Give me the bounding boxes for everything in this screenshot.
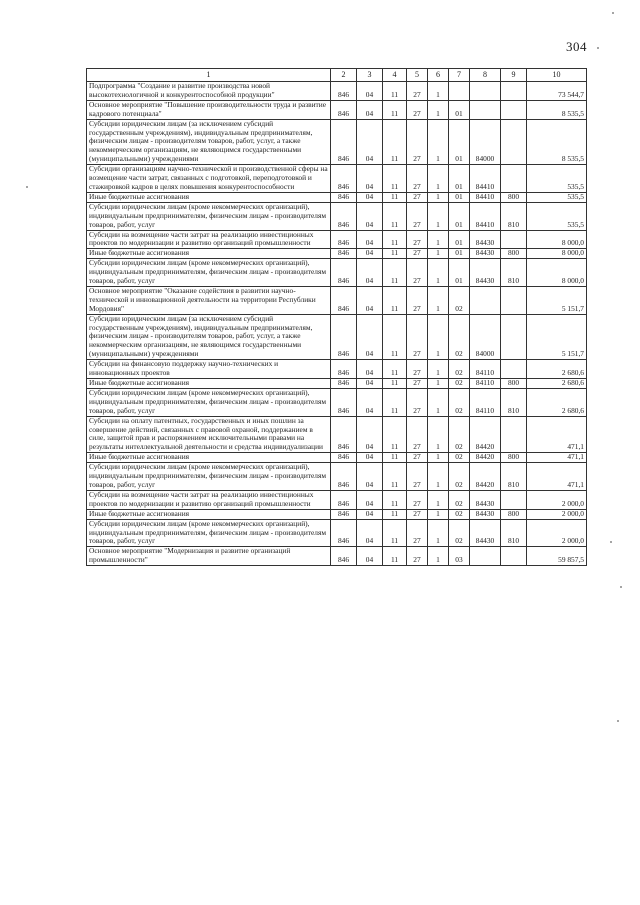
row-name-cell: Иные бюджетные ассигнования [87, 379, 331, 389]
amount-cell: 8 000,0 [527, 249, 587, 259]
row-name-cell: Субсидии юридическим лицам (кроме некоммерческих организаций), индивидуальным предпринимателям, физическим лицам - производителям товаров, работ, услуг [87, 388, 331, 416]
table-row [87, 453, 587, 463]
subsection-cell: 11 [383, 379, 407, 389]
table-row [87, 360, 587, 379]
section-cell: 04 [357, 259, 383, 287]
column-header: 10 [527, 69, 587, 82]
subsection-cell: 11 [383, 547, 407, 566]
row-name-cell: Подпрограмма "Создание и развитие производства новой высокотехнологичной и конкурентоспособной продукции" [87, 82, 331, 101]
subprogram-cell: 1 [428, 249, 449, 259]
scan-speck [612, 12, 614, 14]
row-name-cell: Субсидии юридическим лицам (за исключением субсидий государственным учреждениям), индивидуальным предпринимателям, физическим лицам - производителям товаров, работ, услуг, а также некоммерческим организациям, не являющимся государственными (муниципальными) учреждениями [87, 314, 331, 360]
measure-cell: 02 [449, 379, 470, 389]
amount-cell: 471,1 [527, 416, 587, 453]
expense-type-cell [501, 82, 527, 101]
subprogram-cell: 1 [428, 388, 449, 416]
table-row [87, 463, 587, 491]
table-row [87, 119, 587, 165]
program-cell: 27 [407, 202, 428, 230]
section-cell: 04 [357, 509, 383, 519]
target-item-cell: 84000 [470, 314, 501, 360]
section-cell: 04 [357, 547, 383, 566]
table-row [87, 259, 587, 287]
row-name-cell: Иные бюджетные ассигнования [87, 453, 331, 463]
target-item-cell [470, 100, 501, 119]
section-cell: 04 [357, 360, 383, 379]
target-item-cell: 84430 [470, 509, 501, 519]
table-row [87, 165, 587, 193]
target-item-cell: 84430 [470, 490, 501, 509]
subsection-cell: 11 [383, 388, 407, 416]
column-header: 1 [87, 69, 331, 82]
column-header: 2 [331, 69, 357, 82]
budget-allocation-table [86, 68, 587, 566]
expense-type-cell: 810 [501, 202, 527, 230]
table-row [87, 509, 587, 519]
subsection-cell: 11 [383, 314, 407, 360]
row-name-cell: Иные бюджетные ассигнования [87, 192, 331, 202]
table-row [87, 519, 587, 547]
admin-code-cell: 846 [331, 119, 357, 165]
program-cell: 27 [407, 463, 428, 491]
expense-type-cell: 810 [501, 519, 527, 547]
subsection-cell: 11 [383, 416, 407, 453]
measure-cell: 02 [449, 286, 470, 314]
row-name-cell: Субсидии организациям научно-технической и производственной сферы на возмещение части затрат, связанных с подготовкой, переподготовкой и стажировкой кадров в целях повышения конкурентоспособности [87, 165, 331, 193]
amount-cell: 535,5 [527, 165, 587, 193]
amount-cell: 2 680,6 [527, 388, 587, 416]
scan-speck [617, 720, 619, 722]
expense-type-cell [501, 119, 527, 165]
measure-cell: 02 [449, 314, 470, 360]
row-name-cell: Основное мероприятие "Оказание содействия в развитии научно-технической и инновационной деятельности на территории Республики Мордовия" [87, 286, 331, 314]
target-item-cell: 84410 [470, 165, 501, 193]
row-name-cell: Субсидии юридическим лицам (кроме некоммерческих организаций), индивидуальным предпринимателям, физическим лицам - производителям товаров, работ, услуг [87, 463, 331, 491]
row-name-cell: Основное мероприятие "Повышение производительности труда и развитие кадрового потенциала" [87, 100, 331, 119]
subsection-cell: 11 [383, 286, 407, 314]
subprogram-cell: 1 [428, 100, 449, 119]
section-cell: 04 [357, 519, 383, 547]
subsection-cell: 11 [383, 519, 407, 547]
table-row [87, 388, 587, 416]
section-cell: 04 [357, 82, 383, 101]
amount-cell: 2 680,6 [527, 379, 587, 389]
section-cell: 04 [357, 490, 383, 509]
target-item-cell: 84410 [470, 192, 501, 202]
measure-cell: 02 [449, 463, 470, 491]
target-item-cell: 84430 [470, 230, 501, 249]
subsection-cell: 11 [383, 453, 407, 463]
target-item-cell: 84430 [470, 249, 501, 259]
expense-type-cell: 800 [501, 453, 527, 463]
target-item-cell: 84110 [470, 388, 501, 416]
row-name-cell: Основное мероприятие "Модернизация и развитие организаций промышленности" [87, 547, 331, 566]
program-cell: 27 [407, 82, 428, 101]
expense-type-cell: 800 [501, 379, 527, 389]
measure-cell: 01 [449, 202, 470, 230]
admin-code-cell: 846 [331, 314, 357, 360]
amount-cell: 5 151,7 [527, 286, 587, 314]
subprogram-cell: 1 [428, 519, 449, 547]
measure-cell: 01 [449, 119, 470, 165]
admin-code-cell: 846 [331, 509, 357, 519]
subsection-cell: 11 [383, 249, 407, 259]
subsection-cell: 11 [383, 509, 407, 519]
column-header: 4 [383, 69, 407, 82]
expense-type-cell [501, 416, 527, 453]
admin-code-cell: 846 [331, 165, 357, 193]
measure-cell: 01 [449, 100, 470, 119]
section-cell: 04 [357, 388, 383, 416]
table-row [87, 249, 587, 259]
subprogram-cell: 1 [428, 453, 449, 463]
target-item-cell: 84000 [470, 119, 501, 165]
measure-cell: 01 [449, 165, 470, 193]
subsection-cell: 11 [383, 202, 407, 230]
scan-speck [26, 186, 28, 188]
row-name-cell: Субсидии на оплату патентных, государственных и иных пошлин за совершение действий, связанных с правовой охраной, поддержанием в силе, защитой прав и распоряжением исключительными правами на результаты интеллектуальной деятельности и средства индивидуализации [87, 416, 331, 453]
measure-cell: 02 [449, 360, 470, 379]
column-header: 9 [501, 69, 527, 82]
subprogram-cell: 1 [428, 202, 449, 230]
section-cell: 04 [357, 286, 383, 314]
subsection-cell: 11 [383, 119, 407, 165]
admin-code-cell: 846 [331, 202, 357, 230]
table-header-row [87, 69, 587, 82]
row-name-cell: Субсидии на финансовую поддержку научно-технических и инновационных проектов [87, 360, 331, 379]
amount-cell: 535,5 [527, 202, 587, 230]
target-item-cell: 84420 [470, 416, 501, 453]
subprogram-cell: 1 [428, 165, 449, 193]
expense-type-cell: 800 [501, 249, 527, 259]
admin-code-cell: 846 [331, 192, 357, 202]
table-row [87, 230, 587, 249]
column-header: 6 [428, 69, 449, 82]
target-item-cell: 84410 [470, 202, 501, 230]
amount-cell: 2 000,0 [527, 490, 587, 509]
target-item-cell [470, 286, 501, 314]
expense-type-cell [501, 490, 527, 509]
subprogram-cell: 1 [428, 230, 449, 249]
column-header: 3 [357, 69, 383, 82]
expense-type-cell [501, 230, 527, 249]
measure-cell: 01 [449, 192, 470, 202]
target-item-cell: 84420 [470, 463, 501, 491]
section-cell: 04 [357, 192, 383, 202]
subprogram-cell: 1 [428, 286, 449, 314]
row-name-cell: Субсидии юридическим лицам (за исключением субсидий государственным учреждениям), индивидуальным предпринимателям, физическим лицам - производителям товаров, работ, услуг, а также некоммерческим организациям, не являющимся государственными (муниципальными) учреждениями [87, 119, 331, 165]
section-cell: 04 [357, 314, 383, 360]
section-cell: 04 [357, 453, 383, 463]
admin-code-cell: 846 [331, 463, 357, 491]
table-row [87, 82, 587, 101]
admin-code-cell: 846 [331, 416, 357, 453]
program-cell: 27 [407, 192, 428, 202]
expense-type-cell [501, 165, 527, 193]
row-name-cell: Субсидии юридическим лицам (кроме некоммерческих организаций), индивидуальным предпринимателям, физическим лицам - производителям товаров, работ, услуг [87, 202, 331, 230]
program-cell: 27 [407, 259, 428, 287]
measure-cell: 02 [449, 519, 470, 547]
program-cell: 27 [407, 547, 428, 566]
table-row [87, 202, 587, 230]
measure-cell [449, 82, 470, 101]
table-row [87, 547, 587, 566]
subprogram-cell: 1 [428, 314, 449, 360]
measure-cell: 01 [449, 249, 470, 259]
subprogram-cell: 1 [428, 360, 449, 379]
subprogram-cell: 1 [428, 379, 449, 389]
program-cell: 27 [407, 509, 428, 519]
admin-code-cell: 846 [331, 100, 357, 119]
amount-cell: 59 857,5 [527, 547, 587, 566]
amount-cell: 471,1 [527, 463, 587, 491]
target-item-cell: 84110 [470, 360, 501, 379]
expense-type-cell [501, 286, 527, 314]
subprogram-cell: 1 [428, 463, 449, 491]
row-name-cell: Иные бюджетные ассигнования [87, 509, 331, 519]
page-number: 304 [566, 39, 587, 54]
expense-type-cell [501, 547, 527, 566]
expense-type-cell [501, 100, 527, 119]
section-cell: 04 [357, 202, 383, 230]
admin-code-cell: 846 [331, 230, 357, 249]
expense-type-cell: 810 [501, 388, 527, 416]
admin-code-cell: 846 [331, 388, 357, 416]
expense-type-cell [501, 314, 527, 360]
subsection-cell: 11 [383, 490, 407, 509]
measure-cell: 01 [449, 230, 470, 249]
table-row [87, 314, 587, 360]
subprogram-cell: 1 [428, 416, 449, 453]
scan-speck [610, 541, 612, 543]
section-cell: 04 [357, 100, 383, 119]
admin-code-cell: 846 [331, 286, 357, 314]
program-cell: 27 [407, 453, 428, 463]
admin-code-cell: 846 [331, 360, 357, 379]
measure-cell: 03 [449, 547, 470, 566]
admin-code-cell: 846 [331, 259, 357, 287]
amount-cell: 8 535,5 [527, 100, 587, 119]
expense-type-cell: 800 [501, 192, 527, 202]
row-name-cell: Субсидии юридическим лицам (кроме некоммерческих организаций), индивидуальным предпринимателям, физическим лицам - производителям товаров, работ, услуг [87, 519, 331, 547]
amount-cell: 535,5 [527, 192, 587, 202]
amount-cell: 2 680,6 [527, 360, 587, 379]
subprogram-cell: 1 [428, 82, 449, 101]
expense-type-cell: 810 [501, 259, 527, 287]
target-item-cell: 84430 [470, 519, 501, 547]
program-cell: 27 [407, 519, 428, 547]
column-header: 8 [470, 69, 501, 82]
subsection-cell: 11 [383, 360, 407, 379]
amount-cell: 8 000,0 [527, 259, 587, 287]
scan-speck [620, 586, 622, 588]
subsection-cell: 11 [383, 259, 407, 287]
section-cell: 04 [357, 379, 383, 389]
measure-cell: 02 [449, 416, 470, 453]
admin-code-cell: 846 [331, 249, 357, 259]
subsection-cell: 11 [383, 230, 407, 249]
amount-cell: 471,1 [527, 453, 587, 463]
admin-code-cell: 846 [331, 379, 357, 389]
measure-cell: 01 [449, 259, 470, 287]
amount-cell: 73 544,7 [527, 82, 587, 101]
expense-type-cell [501, 360, 527, 379]
admin-code-cell: 846 [331, 519, 357, 547]
program-cell: 27 [407, 416, 428, 453]
expense-type-cell: 800 [501, 509, 527, 519]
section-cell: 04 [357, 249, 383, 259]
table-row [87, 192, 587, 202]
amount-cell: 5 151,7 [527, 314, 587, 360]
subsection-cell: 11 [383, 463, 407, 491]
subprogram-cell: 1 [428, 119, 449, 165]
program-cell: 27 [407, 249, 428, 259]
program-cell: 27 [407, 314, 428, 360]
row-name-cell: Субсидии на возмещение части затрат на реализацию инвестиционных проектов по модернизации и развитию организаций промышленности [87, 490, 331, 509]
table-row [87, 286, 587, 314]
target-item-cell: 84430 [470, 259, 501, 287]
amount-cell: 8 000,0 [527, 230, 587, 249]
program-cell: 27 [407, 119, 428, 165]
target-item-cell [470, 547, 501, 566]
admin-code-cell: 846 [331, 453, 357, 463]
admin-code-cell: 846 [331, 490, 357, 509]
subprogram-cell: 1 [428, 490, 449, 509]
subprogram-cell: 1 [428, 509, 449, 519]
section-cell: 04 [357, 416, 383, 453]
section-cell: 04 [357, 230, 383, 249]
measure-cell: 02 [449, 388, 470, 416]
table-row [87, 379, 587, 389]
scan-speck [597, 47, 599, 49]
subprogram-cell: 1 [428, 547, 449, 566]
measure-cell: 02 [449, 453, 470, 463]
table-row [87, 416, 587, 453]
program-cell: 27 [407, 490, 428, 509]
target-item-cell: 84420 [470, 453, 501, 463]
measure-cell: 02 [449, 490, 470, 509]
program-cell: 27 [407, 360, 428, 379]
subsection-cell: 11 [383, 100, 407, 119]
section-cell: 04 [357, 463, 383, 491]
program-cell: 27 [407, 388, 428, 416]
subsection-cell: 11 [383, 192, 407, 202]
table-row [87, 490, 587, 509]
program-cell: 27 [407, 379, 428, 389]
program-cell: 27 [407, 286, 428, 314]
column-header: 7 [449, 69, 470, 82]
target-item-cell: 84110 [470, 379, 501, 389]
subprogram-cell: 1 [428, 259, 449, 287]
expense-type-cell: 810 [501, 463, 527, 491]
subsection-cell: 11 [383, 165, 407, 193]
subprogram-cell: 1 [428, 192, 449, 202]
table-row [87, 100, 587, 119]
program-cell: 27 [407, 165, 428, 193]
program-cell: 27 [407, 100, 428, 119]
admin-code-cell: 846 [331, 547, 357, 566]
amount-cell: 8 535,5 [527, 119, 587, 165]
amount-cell: 2 000,0 [527, 519, 587, 547]
target-item-cell [470, 82, 501, 101]
program-cell: 27 [407, 230, 428, 249]
row-name-cell: Субсидии на возмещение части затрат на реализацию инвестиционных проектов по модернизации и развитию организаций промышленности [87, 230, 331, 249]
admin-code-cell: 846 [331, 82, 357, 101]
section-cell: 04 [357, 119, 383, 165]
row-name-cell: Субсидии юридическим лицам (кроме некоммерческих организаций), индивидуальным предпринимателям, физическим лицам - производителям товаров, работ, услуг [87, 259, 331, 287]
row-name-cell: Иные бюджетные ассигнования [87, 249, 331, 259]
measure-cell: 02 [449, 509, 470, 519]
section-cell: 04 [357, 165, 383, 193]
column-header: 5 [407, 69, 428, 82]
subsection-cell: 11 [383, 82, 407, 101]
amount-cell: 2 000,0 [527, 509, 587, 519]
